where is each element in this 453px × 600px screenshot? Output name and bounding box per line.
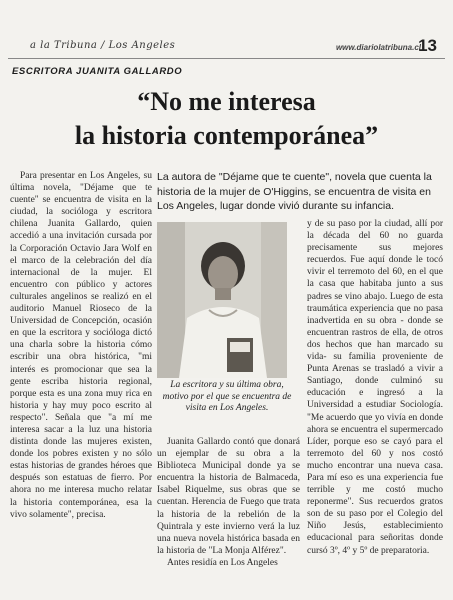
page-number: 13 xyxy=(418,36,437,55)
article-column-2 xyxy=(157,436,300,600)
header-rule xyxy=(8,58,445,59)
newspaper-website: www.diariolatribuna.cl xyxy=(335,43,421,52)
column2-paragraph-1: Juanita Gallardo contó que donará un ejemplar de su obra a la Biblioteca Municipal donde ya se encuentra la historia de Balmaceda, Isabel Riquelme, sus obras que se cuentan. Herencia de Fuego que trata la historia de la rebelión de la Quintrala y este invierno verá la luz una nueva novela histórica basada en la historia de "La Monja Alférez". xyxy=(157,437,300,556)
handwritten-note: a la Tribuna / Los Angeles xyxy=(30,40,176,51)
article-kicker: ESCRITORA JUANITA GALLARDO xyxy=(12,66,183,77)
article-headline xyxy=(0,85,453,153)
headline-line-2: la historia contemporánea” xyxy=(74,121,379,150)
article-column-3 xyxy=(307,218,443,600)
headline-line-1: “No me interesa xyxy=(137,87,316,116)
article-deck: La autora de "Déjame que te cuente", novela que cuenta la historia de la mujer de O'Higgins, se encuentra de visita en Los Angeles, lugar donde vivió durante su infancia. xyxy=(157,171,432,212)
column3-paragraph-1: y de su paso por la ciudad, allí por la década del 60 no guarda precisamente sus mejores recuerdos. Fue aquí donde le tocó vivir el terremoto del 60, en el que la casa que habitaba junto a sus padres se vino abajo. Luego de esta traumática experiencia que no pasa inadvertida en su obra - donde se encuentran rastros de ella, de otros dos hechos que han marcado su vida- su familia proveniente de Punta Arenas se trasladó a vivir a Santiago, donde culminó su educación e ingresó a la Universidad a estudiar Sociología. "Me acuerdo que yo vivía en donde ahora se encuentra el supermercado Líder, porque eso se cayó para el terremoto del 60 y nos costó mucho encontrar una nueva casa. Para mí eso es una experiencia fue terrible y me costó mucho reponerme". Sus recuerdos gratos son de su paso por el Colegio del Niño Jesús, establecimiento educacional para señoritas donde cursó 3º, 4º y 5º de preparatoria. xyxy=(307,219,443,556)
column1-paragraph-1: Para presentar en Los Angeles, su última novela, "Déjame que te cuente" se encuentra de visita en la ciudad, la socióloga y escritora chilena Juanita Gallardo, quien accedió a una invitación cursada por la Corporación Octavio Jara Wolf en el marco de la celebración del día internacional de la mujer. El encuentro con público y actores culturales angelinos se realizó en el auditorio Manuel Rioseco de la Universidad de Concepción, ocasión en que la escritora y socióloga dictó una charla sobre la historia cómo escribir una obra histórica, "mi interés es promocionar que sea la gente escriba historia regional, porque esta es una zona muy rica en historia y hay muy poco escrito al respecto". Señala que "a mí me interesa sacar a la luz una historia distinta donde las mujeres existen, donde los pobres existen y no sólo estas historias de grandes héroes que después son estatuas de fierro. Por ahora no me interesa mucho relatar la historia contemporánea, esa la vivo solamente", precisa. xyxy=(10,171,152,520)
article-column-1 xyxy=(10,170,152,600)
photo-caption: La escritora y su última obra, motivo por el que se encuentra de visita en Los Angeles. xyxy=(162,380,292,414)
author-photo-image xyxy=(157,222,287,378)
author-photo xyxy=(157,222,287,378)
column2-paragraph-2: Antes residía en Los Angeles xyxy=(167,557,278,568)
